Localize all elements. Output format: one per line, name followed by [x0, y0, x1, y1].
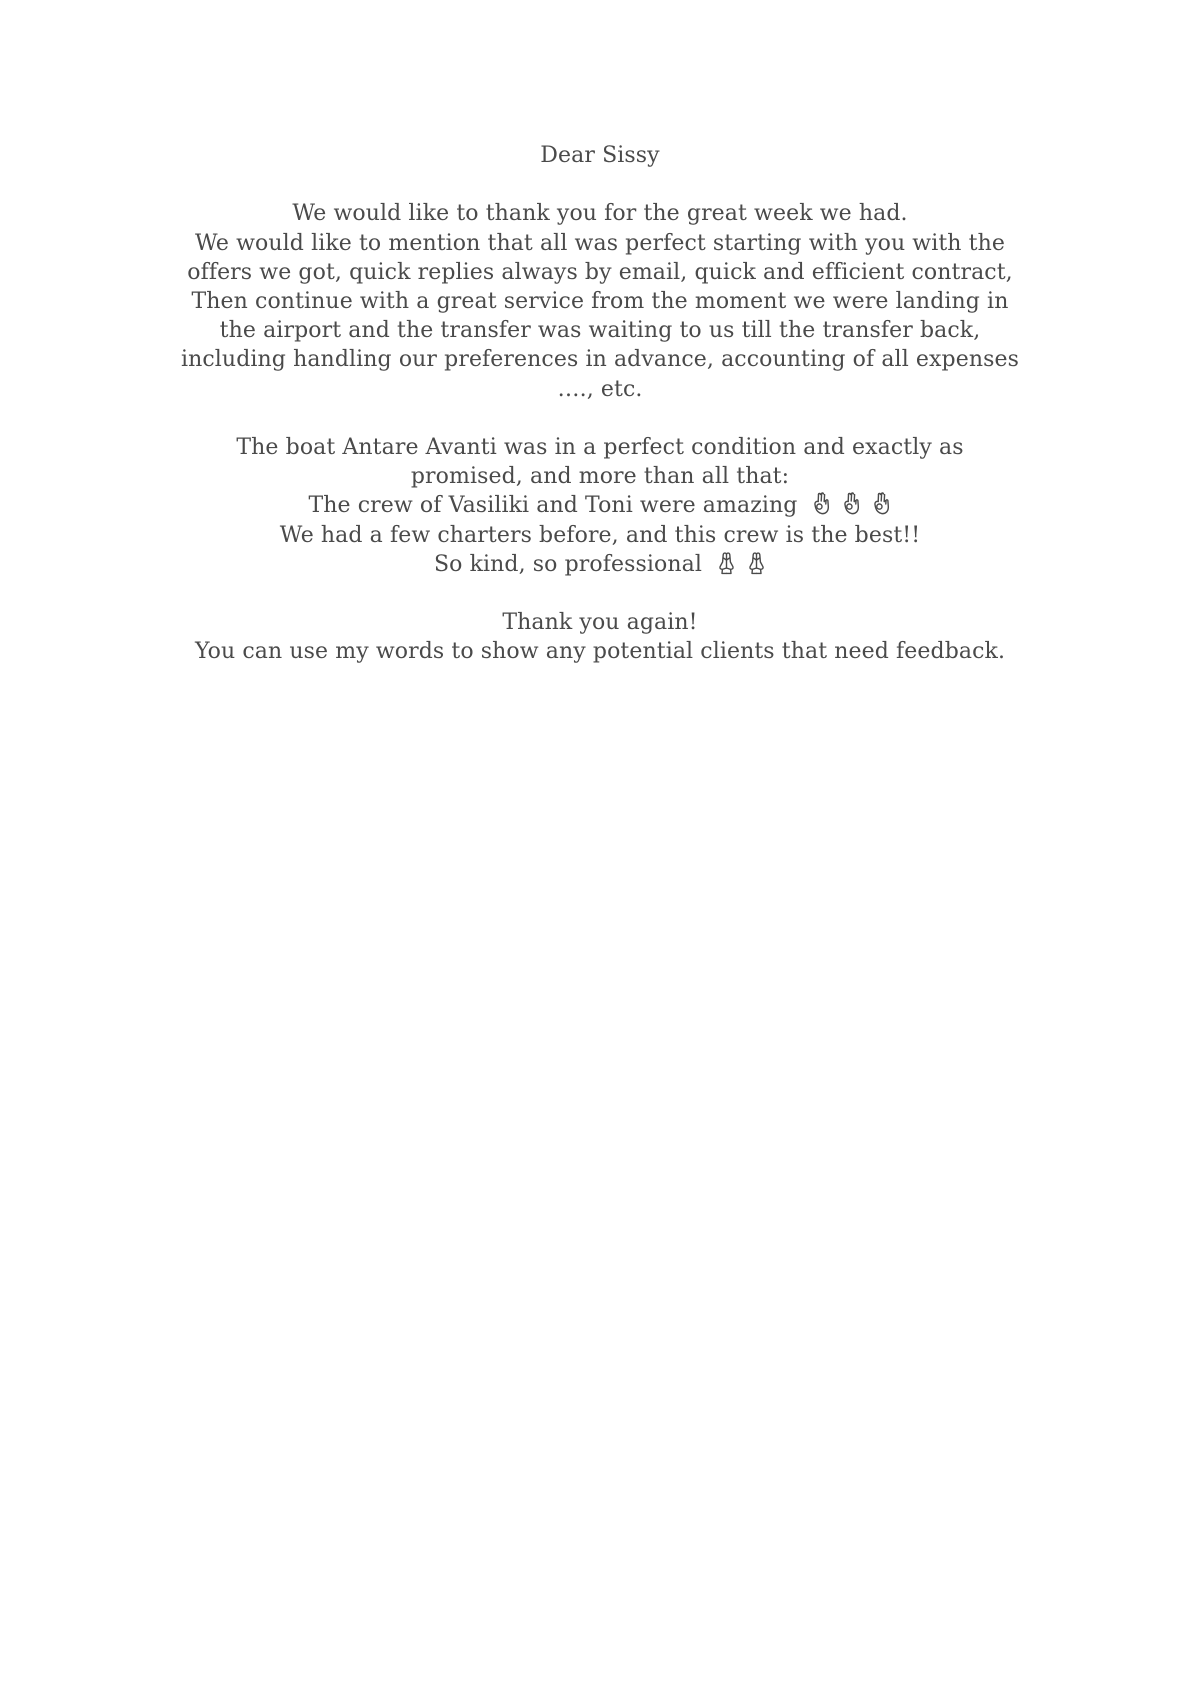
- closing-line: You can use my words to show any potential clients that need feedback.: [194, 639, 1006, 665]
- paragraph-gap: [150, 404, 1050, 433]
- folded-hands-icon: [717, 551, 736, 575]
- paragraph1-line: We would like to thank you for the great week we had.: [292, 201, 908, 227]
- ok-hand-icons: [801, 491, 891, 520]
- paragraph2-line: The boat Antare Avanti was in a perfect condition and exactly as: [236, 435, 964, 460]
- ok-hand-icon: [812, 492, 831, 516]
- crew-line-text: The crew of Vasiliki and Toni were amazing: [308, 493, 798, 519]
- professional-line-text: So kind, so professional: [433, 551, 703, 577]
- paragraph1-line: offers we got, quick replies always by email, quick and efficient contract,: [187, 259, 1013, 285]
- paragraph1-line: …., etc.: [557, 376, 643, 402]
- paragraph1-line: the airport and the transfer was waiting to us till the transfer back,: [219, 318, 981, 344]
- closing-line: Thank you again!: [502, 610, 698, 636]
- paragraph2-line: promised, and more than all that:: [410, 464, 790, 490]
- greeting: Dear Sissy: [540, 143, 660, 168]
- paragraph1-line: including handling our preferences in advance, accounting of all expenses: [180, 347, 1020, 373]
- paragraph1-line: Then continue with a great service from the moment we were landing in: [191, 289, 1009, 314]
- folded-hands-icons: [706, 550, 766, 579]
- letter-body: [150, 141, 1050, 667]
- ok-hand-icon: [842, 492, 861, 516]
- paragraph-gap: [150, 579, 1050, 608]
- paragraph-gap: [150, 170, 1050, 199]
- crew-line: [150, 491, 1050, 520]
- folded-hands-icon: [747, 551, 766, 575]
- professional-line: [150, 550, 1050, 579]
- paragraph1-line: We would like to mention that all was perfect starting with you with the: [194, 230, 1006, 256]
- paragraph2-line: We had a few charters before, and this crew is the best!!: [279, 522, 921, 548]
- ok-hand-icon: [872, 492, 891, 516]
